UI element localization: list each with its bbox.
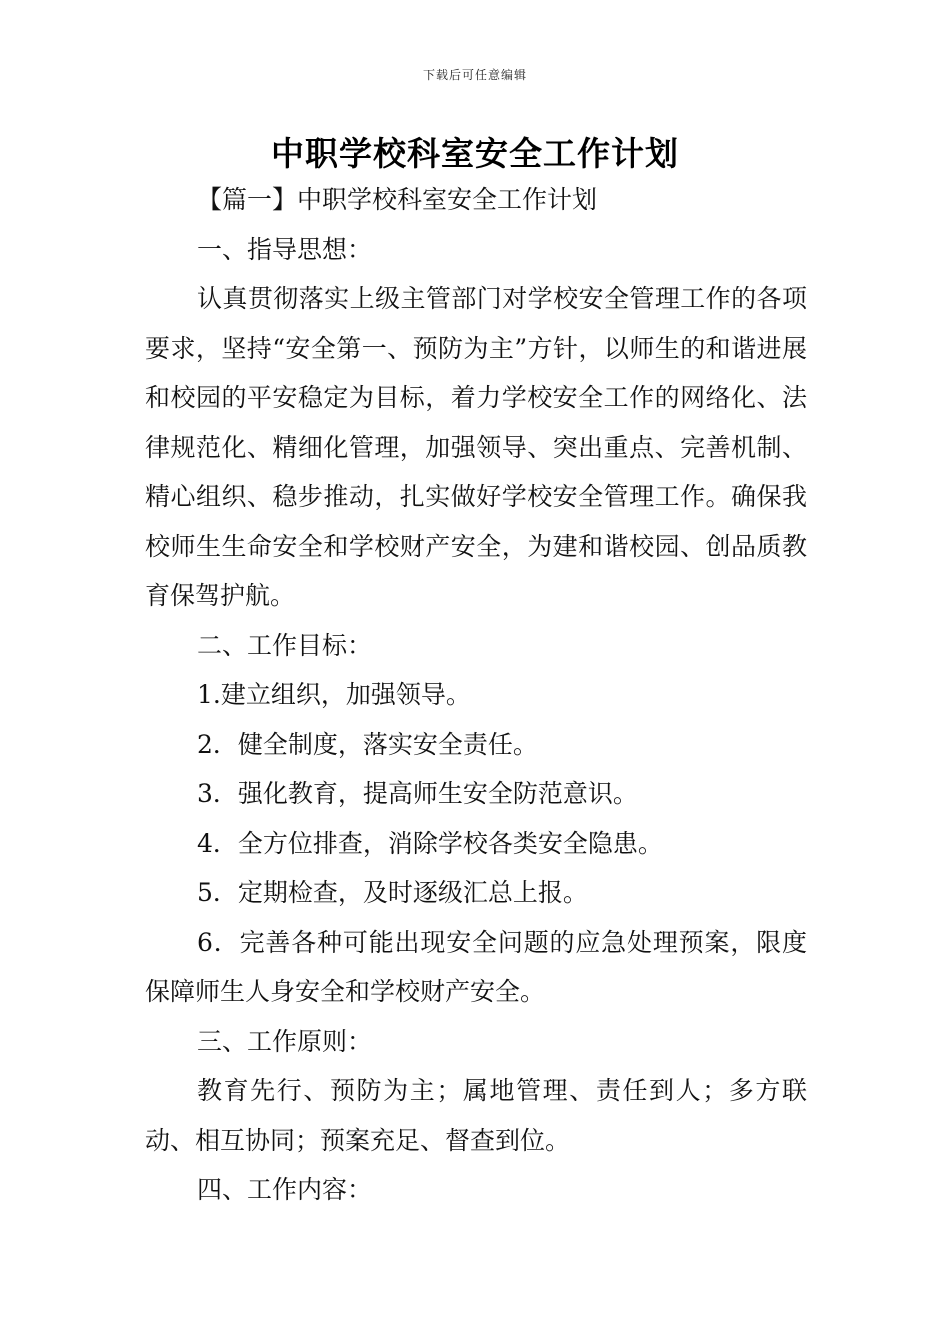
document-body [145, 175, 807, 1215]
list-item-goal-4: 4．全方位排查，消除学校各类安全隐患。 [197, 828, 663, 858]
document-title: 中职学校科室安全工作计划 [271, 134, 679, 173]
section-heading-work-goals: 二、工作目标： [197, 630, 373, 660]
section-heading-work-principles: 三、工作原则： [197, 1026, 373, 1056]
list-item-goal-5: 5．定期检查，及时逐级汇总上报。 [197, 878, 588, 907]
header-note: 下载后可任意编辑 [422, 68, 527, 82]
section-heading-part-one: 【篇一】中职学校科室安全工作计划 [197, 185, 598, 214]
list-item-goal-3: 3．强化教育，提高师生安全防范意识。 [197, 779, 638, 808]
section-heading-work-content: 四、工作内容： [197, 1175, 373, 1204]
list-item-goal-6: 6．完善各种可能出现安全问题的应急处理预案，限度保障师生人身安全和学校财产安全。 [145, 927, 807, 1006]
paragraph-guiding-ideology: 认真贯彻落实上级主管部门对学校安全管理工作的各项要求，坚持“安全第一、预防为主”方针，以师生的和谐进展和校园的平安稳定为目标，着力学校安全工作的网络化、法律规范化、精细化管理，加强领导、突出重点、完善机制、精心组织、稳步推动，扎实做好学校安全管理工作。确保我校师生生命安全和学校财产安全，为建和谐校园、创品质教育保驾护航。 [145, 284, 807, 610]
paragraph-work-principles: 教育先行、预防为主；属地管理、责任到人；多方联动、相互协同；预案充足、督查到位。 [145, 1076, 807, 1155]
list-item-goal-2: 2．健全制度，落实安全责任。 [197, 729, 538, 759]
section-heading-guiding-ideology: 一、指导思想： [197, 234, 373, 264]
list-item-goal-1: 1.建立组织，加强领导。 [197, 680, 471, 709]
